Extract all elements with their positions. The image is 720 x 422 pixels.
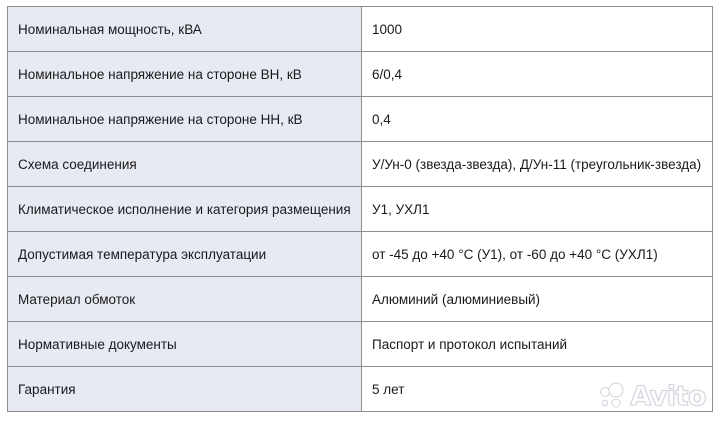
- table-row: [8, 52, 713, 97]
- value-cell: Паспорт и протокол испытаний: [362, 322, 713, 367]
- value-cell: от -45 до +40 °С (У1), от -60 до +40 °С (УХЛ1): [362, 232, 713, 277]
- table-row: [8, 277, 713, 322]
- value-cell: У/Ун-0 (звезда-звезда), Д/Ун-11 (треугольник-звезда): [362, 142, 713, 187]
- avito-watermark: [596, 381, 706, 411]
- value-cell: Алюминий (алюминиевый): [362, 277, 713, 322]
- param-cell: Климатическое исполнение и категория размещения: [8, 187, 362, 232]
- avito-watermark-text: Avito: [630, 380, 706, 412]
- value-cell: 0,4: [362, 97, 713, 142]
- value-cell: 6/0,4: [362, 52, 713, 97]
- param-cell: Допустимая температура эксплуатации: [8, 232, 362, 277]
- param-cell: Номинальное напряжение на стороне ВН, кВ: [8, 52, 362, 97]
- value-cell: У1, УХЛ1: [362, 187, 713, 232]
- param-cell: Гарантия: [8, 367, 362, 412]
- value-cell: 5 лет: [362, 367, 713, 412]
- param-cell: Нормативные документы: [8, 322, 362, 367]
- value-cell: 1000: [362, 7, 713, 52]
- avito-logo-icon: [596, 381, 626, 411]
- param-cell: Номинальное напряжение на стороне НН, кВ: [8, 97, 362, 142]
- param-cell: Схема соединения: [8, 142, 362, 187]
- specifications-table: [7, 6, 713, 412]
- table-row: [8, 142, 713, 187]
- table-row: [8, 187, 713, 232]
- param-cell: Материал обмоток: [8, 277, 362, 322]
- table-row: [8, 97, 713, 142]
- table-row: [8, 7, 713, 52]
- param-cell: Номинальная мощность, кВА: [8, 7, 362, 52]
- table-row: [8, 322, 713, 367]
- table-row: [8, 232, 713, 277]
